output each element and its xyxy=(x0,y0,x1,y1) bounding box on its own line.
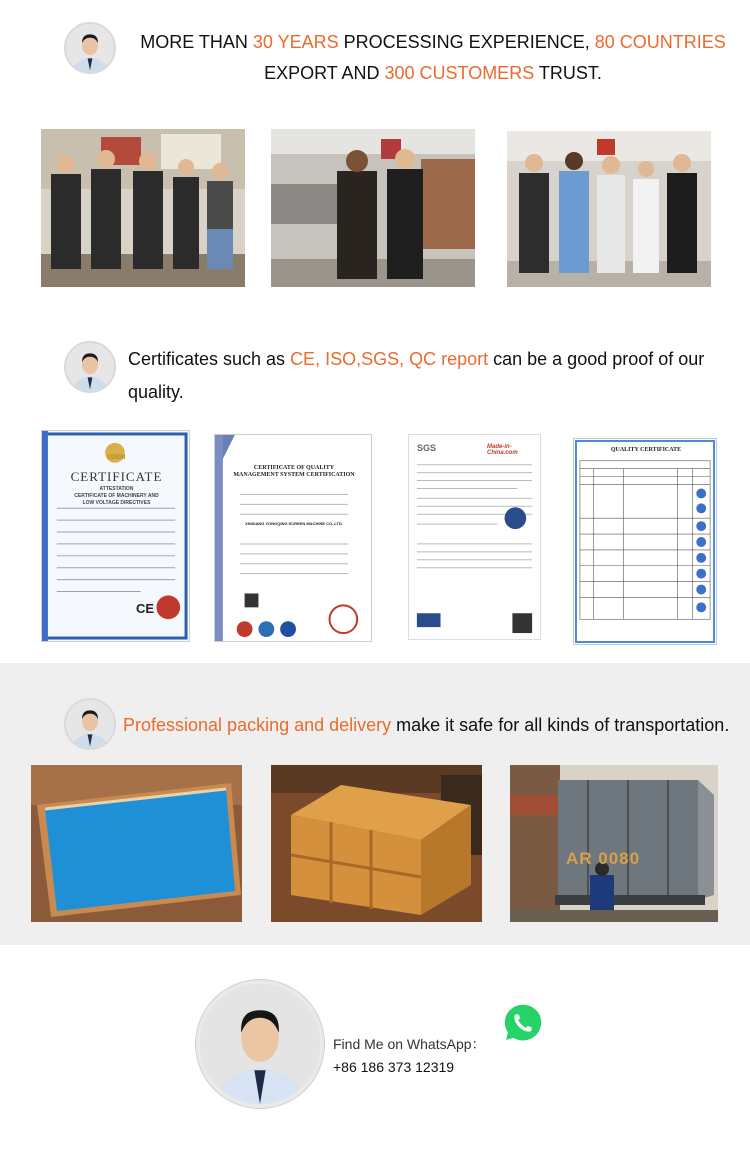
experience-text: MORE THAN xyxy=(140,32,253,52)
experience-text: EXPORT AND xyxy=(264,63,385,83)
wooden-crate-photo xyxy=(271,765,482,922)
whatsapp-icon[interactable] xyxy=(500,1000,546,1046)
experience-highlight: 300 CUSTOMERS xyxy=(384,63,535,83)
certificates-text: can be a good proof of our quality. xyxy=(128,349,705,402)
experience-text: PROCESSING EXPERIENCE, xyxy=(338,32,595,52)
qc-heading: QUALITY CERTIFICATE xyxy=(610,447,682,453)
experience-highlight: 80 COUNTRIES xyxy=(594,32,726,52)
iso-heading-2: MANAGEMENT SYSTEM CERTIFICATION xyxy=(233,472,355,478)
salesperson-avatar xyxy=(64,341,116,393)
quality-certificate xyxy=(573,438,717,645)
certificates-headline xyxy=(128,343,728,409)
packing-headline xyxy=(123,710,743,741)
ce-subtitle: ATTESTATION xyxy=(99,486,134,492)
ce-heading: CERTIFICATE xyxy=(70,469,163,484)
customer-visit-photo xyxy=(507,131,711,287)
ce-certificate xyxy=(41,430,190,642)
salesperson-avatar xyxy=(64,698,116,750)
salesperson-avatar xyxy=(64,22,116,74)
contact-avatar xyxy=(196,980,324,1108)
customer-visit-photo xyxy=(271,129,475,287)
packed-screen-photo xyxy=(31,765,242,922)
certificates-text: Certificates such as xyxy=(128,349,291,369)
iso-heading-1: CERTIFICATE OF QUALITY xyxy=(253,465,335,471)
truck-plate-text: AR 0080 xyxy=(566,849,641,868)
experience-line-1 xyxy=(128,27,738,58)
delivery-truck-photo xyxy=(510,765,718,922)
experience-line-2 xyxy=(128,58,738,89)
sgs-report xyxy=(408,434,541,640)
ce-badge-text: UDEM xyxy=(107,455,126,461)
ce-line2: LOW VOLTAGE DIRECTIVES xyxy=(82,500,151,506)
experience-highlight: 30 YEARS xyxy=(252,32,339,52)
certificates-highlight: CE, ISO,SGS, QC report xyxy=(290,349,489,369)
sgs-logo: SGS xyxy=(417,443,437,453)
iso-certificate xyxy=(214,434,372,642)
packing-text: make it safe for all kinds of transportation. xyxy=(391,715,730,735)
person-portrait-icon xyxy=(66,343,114,391)
person-portrait-icon xyxy=(66,700,114,748)
whatsapp-phone-number[interactable]: +86 186 373 12319 xyxy=(333,1059,455,1075)
ce-line1: CERTIFICATE OF MACHINERY AND xyxy=(74,493,159,499)
iso-company: XINXIANG YONGQING SCREEN MACHINE CO.,LTD. xyxy=(245,521,343,526)
packing-highlight: Professional packing and delivery xyxy=(123,715,392,735)
person-portrait-icon xyxy=(66,24,114,72)
person-portrait-icon xyxy=(200,984,320,1104)
experience-headline xyxy=(128,27,738,89)
customer-visit-photo xyxy=(41,129,245,287)
experience-text: TRUST. xyxy=(534,63,602,83)
whatsapp-label: Find Me on WhatsApp： xyxy=(333,1036,486,1052)
made-in-china-brand: Made-in-China.com xyxy=(487,444,518,456)
ce-mark: CE xyxy=(136,601,155,616)
